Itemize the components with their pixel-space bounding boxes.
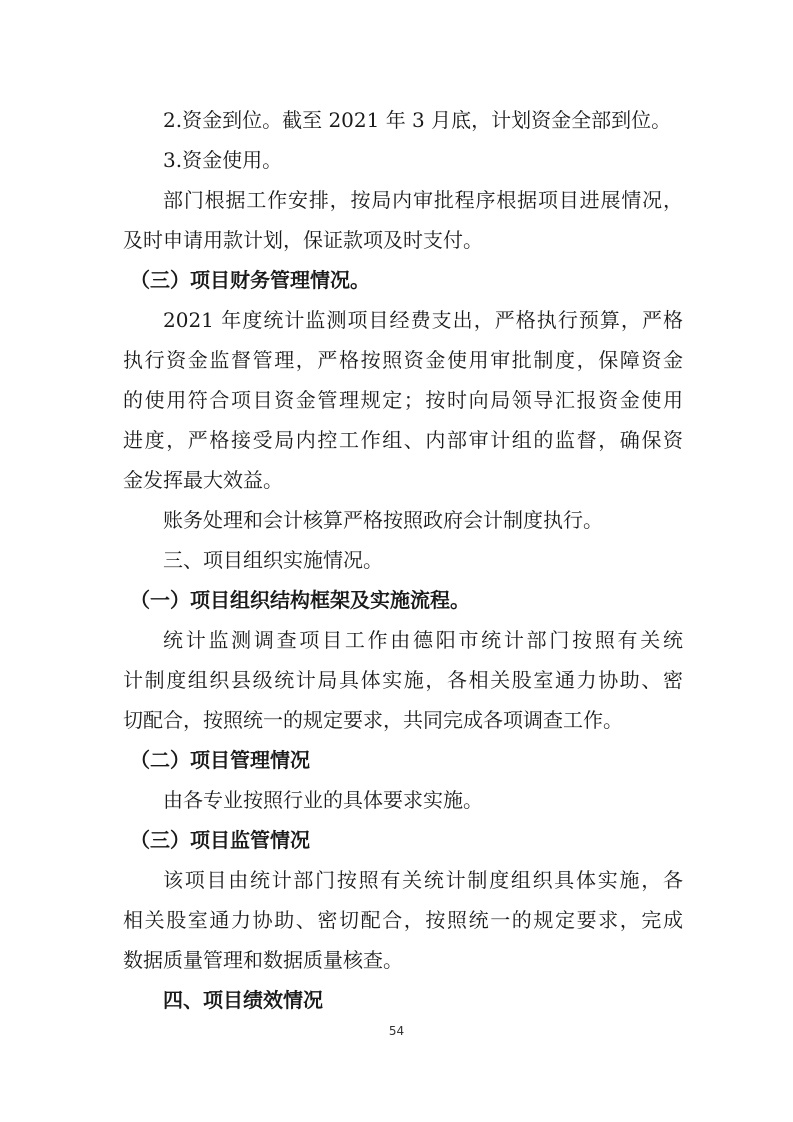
section-heading-project-management: （二）项目管理情况 — [130, 748, 310, 772]
paragraph-line: 的使用符合项目资金管理规定；按时向局领导汇报资金使用 — [123, 388, 683, 412]
paragraph-line: 金发挥最大效益。 — [123, 468, 283, 492]
paragraph-line: 由各专业按照行业的具体要求实施。 — [163, 788, 483, 812]
section-heading-financial-management: （三）项目财务管理情况。 — [130, 268, 370, 292]
section-heading-performance: 四、项目绩效情况 — [163, 988, 323, 1012]
paragraph-line: 数据质量管理和数据质量核查。 — [123, 948, 403, 972]
paragraph-line: 执行资金监督管理，严格按照资金使用审批制度，保障资金 — [123, 348, 683, 372]
paragraph-line: 切配合，按照统一的规定要求，共同完成各项调查工作。 — [123, 708, 623, 732]
paragraph-fund-use-title: 3.资金使用。 — [163, 148, 283, 172]
paragraph-line: 该项目由统计部门按照有关统计制度组织具体实施，各 — [163, 868, 683, 892]
paragraph-line: 进度，严格接受局内控工作组、内部审计组的监督，确保资 — [123, 428, 683, 452]
paragraph-line: 统计监测调查项目工作由德阳市统计部门按照有关统 — [163, 628, 683, 652]
section-heading-structure: （一）项目组织结构框架及实施流程。 — [130, 588, 470, 612]
page-number: 54 — [388, 1024, 405, 1038]
paragraph-line: 2021 年度统计监测项目经费支出，严格执行预算，严格 — [163, 308, 683, 332]
paragraph-accounting: 账务处理和会计核算严格按照政府会计制度执行。 — [163, 508, 603, 532]
paragraph-fund-arrival: 2.资金到位。截至 2021 年 3 月底，计划资金全部到位。 — [163, 108, 672, 132]
paragraph-line: 相关股室通力协助、密切配合，按照统一的规定要求，完成 — [123, 908, 683, 932]
paragraph-line: 部门根据工作安排，按局内审批程序根据项目进展情况， — [163, 188, 683, 212]
paragraph-line: 及时申请用款计划，保证款项及时支付。 — [123, 228, 483, 252]
paragraph-line: 计制度组织县级统计局具体实施，各相关股室通力协助、密 — [123, 668, 683, 692]
section-heading-organization: 三、项目组织实施情况。 — [163, 548, 383, 572]
section-heading-supervision: （三）项目监管情况 — [130, 828, 310, 852]
